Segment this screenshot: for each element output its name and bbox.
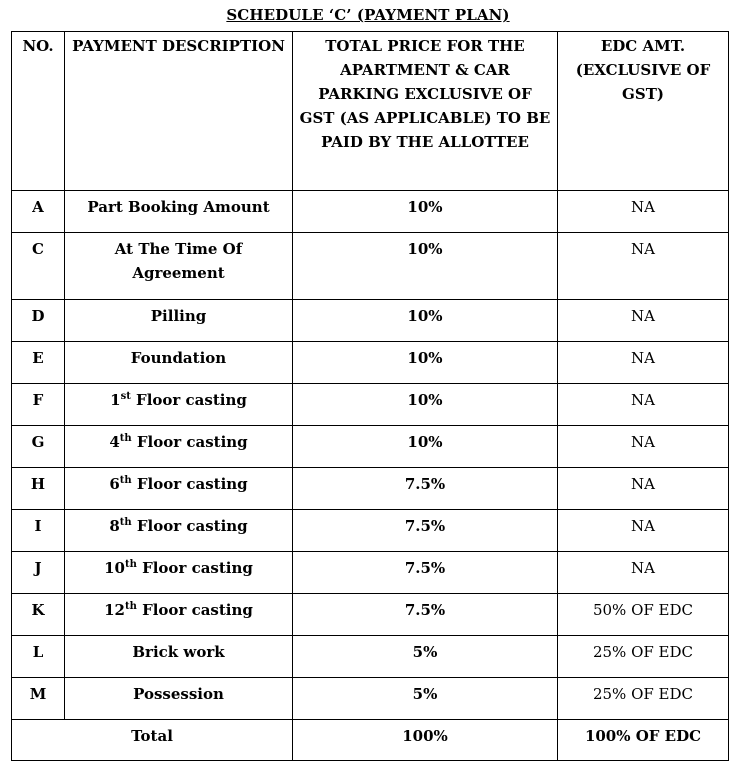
row-percentage: 7.5% bbox=[293, 552, 558, 594]
row-percentage: 5% bbox=[293, 678, 558, 720]
row-description-text: Floor casting bbox=[131, 517, 248, 535]
table-row bbox=[12, 468, 729, 510]
floor-number: 8 bbox=[109, 517, 120, 535]
row-description bbox=[65, 342, 293, 384]
row-edc: 25% OF EDC bbox=[558, 636, 729, 678]
row-percentage: 7.5% bbox=[293, 510, 558, 552]
table-row bbox=[12, 426, 729, 468]
row-description bbox=[65, 510, 293, 552]
row-edc: NA bbox=[558, 233, 729, 300]
row-no: K bbox=[12, 594, 65, 636]
row-description-text: Floor casting bbox=[131, 433, 248, 451]
row-description bbox=[65, 468, 293, 510]
table-row bbox=[12, 510, 729, 552]
row-description bbox=[65, 426, 293, 468]
header-total-price: TOTAL PRICE FOR THE APARTMENT & CAR PARKING EXCLUSIVE OF GST (AS APPLICABLE) TO BE PAID BY THE ALLOTTEE bbox=[293, 32, 558, 191]
row-description-text: Brick work bbox=[132, 643, 225, 661]
floor-number: 10 bbox=[104, 559, 125, 577]
row-description-text: Floor casting bbox=[136, 559, 253, 577]
row-no: M bbox=[12, 678, 65, 720]
row-description bbox=[65, 678, 293, 720]
row-no: C bbox=[12, 233, 65, 300]
floor-ordinal-suffix: th bbox=[124, 601, 137, 612]
table-row bbox=[12, 191, 729, 233]
row-description-text: Possession bbox=[133, 685, 224, 703]
row-description-text: At The Time Of Agreement bbox=[114, 240, 243, 282]
row-edc: NA bbox=[558, 426, 729, 468]
table-row bbox=[12, 300, 729, 342]
total-percentage: 100% bbox=[293, 720, 558, 761]
row-description bbox=[65, 636, 293, 678]
row-no: G bbox=[12, 426, 65, 468]
floor-number: 12 bbox=[104, 601, 125, 619]
header-no: NO. bbox=[12, 32, 65, 191]
row-description bbox=[65, 552, 293, 594]
row-edc: NA bbox=[558, 191, 729, 233]
row-edc: NA bbox=[558, 468, 729, 510]
floor-ordinal-suffix: th bbox=[124, 559, 137, 570]
floor-ordinal-suffix: th bbox=[119, 475, 132, 486]
row-description bbox=[65, 594, 293, 636]
row-description bbox=[65, 300, 293, 342]
row-percentage: 10% bbox=[293, 384, 558, 426]
row-description bbox=[65, 233, 293, 300]
row-percentage: 10% bbox=[293, 191, 558, 233]
floor-ordinal-suffix: th bbox=[119, 433, 132, 444]
total-label: Total bbox=[12, 720, 293, 761]
table-row bbox=[12, 678, 729, 720]
row-edc: NA bbox=[558, 552, 729, 594]
table-row bbox=[12, 342, 729, 384]
row-no: I bbox=[12, 510, 65, 552]
row-percentage: 7.5% bbox=[293, 468, 558, 510]
row-description-text: Pilling bbox=[150, 307, 207, 325]
row-description-text: Floor casting bbox=[136, 601, 253, 619]
row-percentage: 10% bbox=[293, 233, 558, 300]
row-edc: NA bbox=[558, 384, 729, 426]
header-edc-amount: EDC AMT. (EXCLUSIVE OF GST) bbox=[558, 32, 729, 191]
row-percentage: 10% bbox=[293, 300, 558, 342]
row-percentage: 10% bbox=[293, 342, 558, 384]
row-edc: NA bbox=[558, 510, 729, 552]
row-no: L bbox=[12, 636, 65, 678]
table-row bbox=[12, 552, 729, 594]
row-no: H bbox=[12, 468, 65, 510]
floor-number: 6 bbox=[109, 475, 120, 493]
header-row bbox=[12, 32, 729, 191]
row-percentage: 7.5% bbox=[293, 594, 558, 636]
row-no: J bbox=[12, 552, 65, 594]
row-no: A bbox=[12, 191, 65, 233]
row-no: F bbox=[12, 384, 65, 426]
row-description-text: Floor casting bbox=[131, 475, 248, 493]
row-edc: 50% OF EDC bbox=[558, 594, 729, 636]
payment-plan-table bbox=[11, 31, 729, 761]
row-description-text: Part Booking Amount bbox=[87, 198, 270, 216]
row-percentage: 10% bbox=[293, 426, 558, 468]
total-edc: 100% OF EDC bbox=[558, 720, 729, 761]
table-row bbox=[12, 233, 729, 300]
floor-number: 4 bbox=[109, 433, 120, 451]
row-edc: NA bbox=[558, 342, 729, 384]
row-description bbox=[65, 384, 293, 426]
header-payment-description: PAYMENT DESCRIPTION bbox=[65, 32, 293, 191]
row-edc: NA bbox=[558, 300, 729, 342]
row-no: D bbox=[12, 300, 65, 342]
row-edc: 25% OF EDC bbox=[558, 678, 729, 720]
floor-number: 1 bbox=[110, 391, 121, 409]
row-description-text: Foundation bbox=[130, 349, 227, 367]
table-row bbox=[12, 384, 729, 426]
row-description bbox=[65, 191, 293, 233]
table-row bbox=[12, 594, 729, 636]
row-no: E bbox=[12, 342, 65, 384]
floor-ordinal-suffix: th bbox=[119, 517, 132, 528]
total-row bbox=[12, 720, 729, 761]
table-row bbox=[12, 636, 729, 678]
floor-ordinal-suffix: st bbox=[120, 391, 131, 402]
row-description-text: Floor casting bbox=[130, 391, 247, 409]
schedule-title: SCHEDULE ‘C’ (PAYMENT PLAN) bbox=[226, 6, 510, 24]
row-percentage: 5% bbox=[293, 636, 558, 678]
